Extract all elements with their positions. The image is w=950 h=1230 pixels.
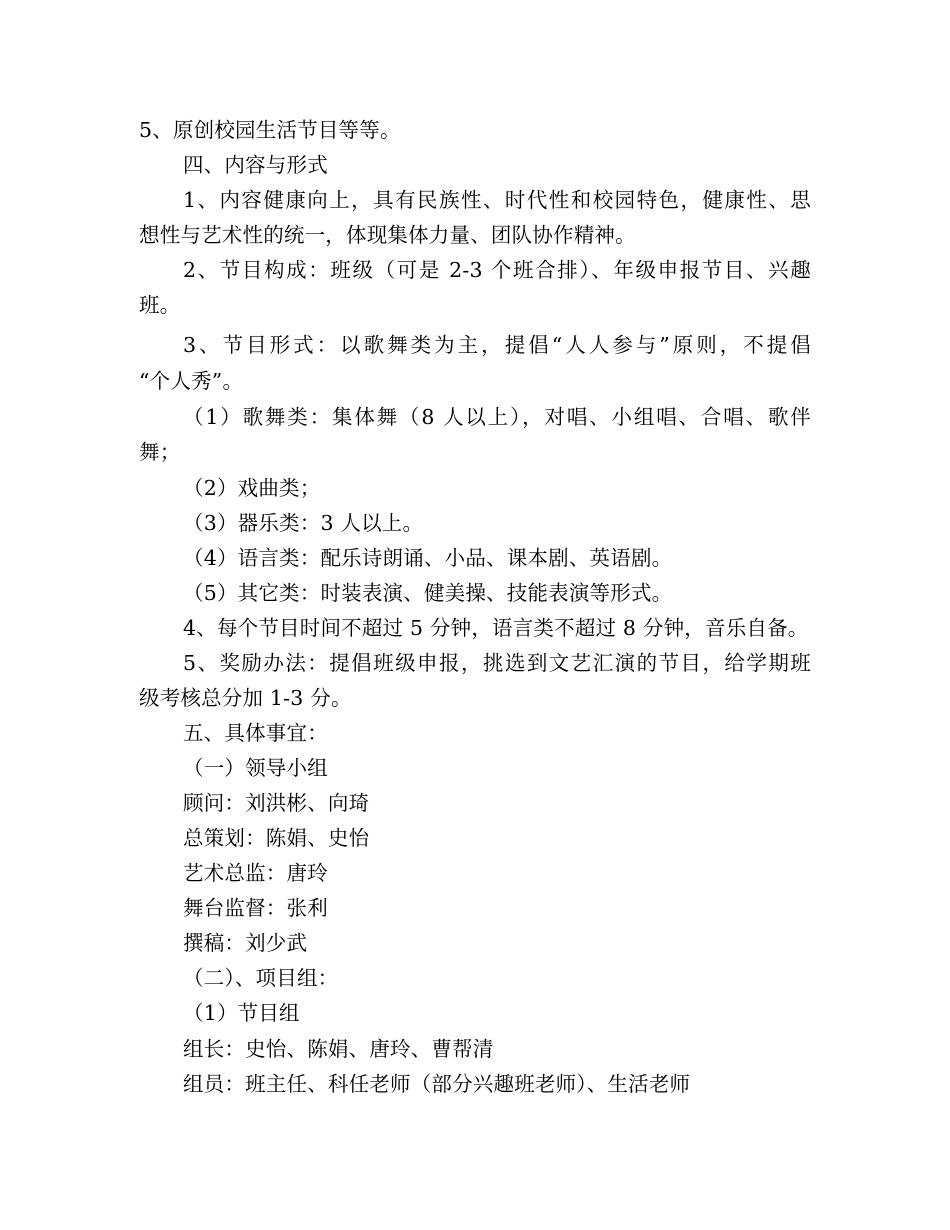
text-line-22: 艺术总监：唐玲: [183, 861, 328, 885]
text-line-3: 1、内容健康向上，具有民族性、时代性和校园特色，健康性、思: [183, 188, 811, 212]
text-line-12: （3）器乐类：3 人以上。: [183, 511, 424, 535]
text-line-11: （2）戏曲类；: [183, 476, 321, 500]
section-heading-5: 五、具体事宜：: [183, 721, 328, 745]
text-line-5: 2、节目构成：班级（可是 2-3 个班合排）、年级申报节目、兴趣: [183, 258, 811, 282]
text-line-26: （1）节目组: [183, 1001, 300, 1025]
section-heading-4: 四、内容与形式: [183, 153, 328, 177]
text-line-1: 5、原创校园生活节目等等。: [139, 118, 401, 142]
text-line-21: 总策划：陈娟、史怡: [183, 826, 370, 850]
text-line-20: 顾问：刘洪彬、向琦: [183, 791, 370, 815]
text-line-14: （5）其它类：时装表演、健美操、技能表演等形式。: [183, 581, 673, 605]
text-line-6: 班。: [139, 293, 181, 317]
text-line-7: 3、节目形式：以歌舞类为主，提倡“人人参与”原则，不提倡: [183, 333, 811, 357]
text-line-16: 5、奖励办法：提倡班级申报，挑选到文艺汇演的节目，给学期班: [183, 651, 811, 675]
text-line-17: 级考核总分加 1-3 分。: [139, 686, 352, 710]
text-line-24: 撰稿：刘少武: [183, 931, 308, 955]
text-line-23: 舞台监督：张利: [183, 896, 328, 920]
text-line-4: 想性与艺术性的统一，体现集体力量、团队协作精神。: [139, 223, 636, 247]
text-line-28: 组员：班主任、科任老师（部分兴趣班老师）、生活老师: [183, 1072, 691, 1096]
text-line-10: 舞；: [139, 440, 181, 464]
text-line-9: （1）歌舞类：集体舞（8 人以上），对唱、小组唱、合唱、歌伴: [183, 405, 811, 429]
text-line-15: 4、每个节目时间不超过 5 分钟，语言类不超过 8 分钟，音乐自备。: [183, 616, 809, 640]
text-line-27: 组长：史怡、陈娟、唐玲、曹帮清: [183, 1037, 494, 1061]
text-line-13: （4）语言类：配乐诗朗诵、小品、课本剧、英语剧。: [183, 546, 673, 570]
text-line-8: “个人秀”。: [139, 369, 244, 393]
text-line-25: （二）、项目组：: [183, 966, 339, 990]
text-line-19: （一）领导小组: [183, 756, 328, 780]
